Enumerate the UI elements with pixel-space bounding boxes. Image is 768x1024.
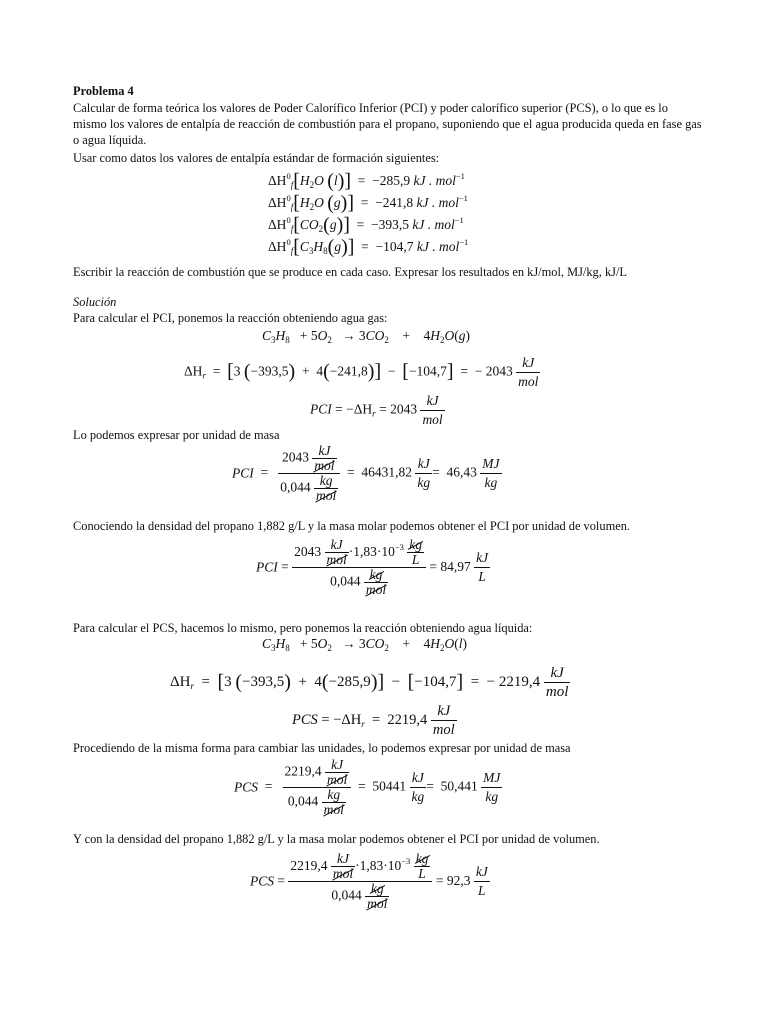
data-eq-h2o-l: $\Delta H^0_f[H_2O$ (l)] = −285,9 kJ . mol$^{-1}$ [268, 170, 465, 192]
pcs-mass-eq: PCS = 2219,4 kJ mol 0,044 kg mol = 50441 $\frac{kJ}{kg}$ = 50,441 $\frac{MJ}{kg}$ [234, 757, 501, 817]
data-intro: Usar como datos los valores de entalpía estándar de formación siguientes: [73, 151, 440, 165]
data-eq-h2o-g: $\Delta H^0_f[H_2O$ (g)] = −241,8 kJ . mol$^{-1}$ [268, 192, 468, 214]
pci-enthalpy-eq: $\Delta H_r = [3$ (−393,5) + 4(−241,8)] − [−104,7] = − 2043 kJ mol [184, 355, 539, 389]
pci-value-eq: PCI = $-\Delta H_r = 2043$ kJ mol [310, 393, 443, 427]
pcs-vol-intro: Y con la densidad del propano 1,882 g/L y la masa molar podemos obtener el PCI por unidad de volumen. [73, 832, 600, 846]
pcs-intro: Para calcular el PCS, hacemos lo mismo, pero ponemos la reacción obteniendo agua líquida: [73, 621, 533, 635]
problem-title: Problema 4 [73, 84, 134, 98]
pci-mass-eq: PCI = 2043 kJ mol 0,044 kg mol = 46431,82 $\frac{kJ}{kg}$ = 46,43 $\frac{MJ}{kg}$ [232, 443, 500, 503]
pci-mass-intro: Lo podemos expresar por unidad de masa [73, 428, 280, 442]
pci-reaction: $C_3H_8 + 5O_2 \to 3CO_2$ + $4H_2O(g)$ [262, 328, 471, 345]
pci-vol-eq: PCI = 2043 kJ mol $\cdot 1,83\cdot 10^{-3}$ $\frac{kg}{L}$ 0,044 kg mol = 84,97 $\frac{kJ}{L}$ [256, 537, 489, 598]
task-text: Escribir la reacción de combustión que se produce en cada caso. Expresar los resultados en kJ/mol, MJ/kg, kJ/L [73, 265, 627, 279]
data-eq-c3h8: $\Delta H^0_f[C_3H_8(g)] = -104,7$ kJ . mol$^{-1}$ [268, 236, 469, 258]
data-eq-co2: $\Delta H^0_f[CO_2(g)] = -393,5$ kJ . mol$^{-1}$ [268, 214, 464, 236]
pcs-reaction: $C_3H_8 + 5O_2 \to 3CO_2$ + $4H_2O(l)$ [262, 636, 468, 653]
pci-vol-intro: Conociendo la densidad del propano 1,882 g/L y la masa molar podemos obtener el PCI por unidad de volumen. [73, 519, 630, 533]
pcs-enthalpy-eq: $\Delta H_r = [3$ (−393,5) + 4(−285,9)] − [−104,7] = − 2219,4 kJ mol [170, 665, 569, 700]
solution-heading: Solución [73, 295, 117, 309]
pcs-value-eq: PCS = $-\Delta H_r = 2219,4$ kJ mol [292, 703, 455, 738]
pci-intro: Para calcular el PCI, ponemos la reacción obteniendo agua gas: [73, 311, 388, 325]
pcs-vol-eq: PCS = 2219,4 kJ mol $\cdot 1,83\cdot 10^{-3}$ $\frac{kg}{L}$ 0,044 kg mol = 92,3 $\frac{kJ}{L}$ [250, 851, 488, 912]
intro-paragraph: Calcular de forma teórica los valores de Poder Calorífico Inferior (PCI) y poder calorífico superior (PCS), o lo que es lo mismo los valores de entalpía de reacción de combustión para el propano, suponiendo que el agua producida queda en fase gas o agua líquida. [73, 101, 702, 147]
pcs-mass-intro: Procediendo de la misma forma para cambiar las unidades, lo podemos expresar por unidad de masa [73, 741, 571, 755]
